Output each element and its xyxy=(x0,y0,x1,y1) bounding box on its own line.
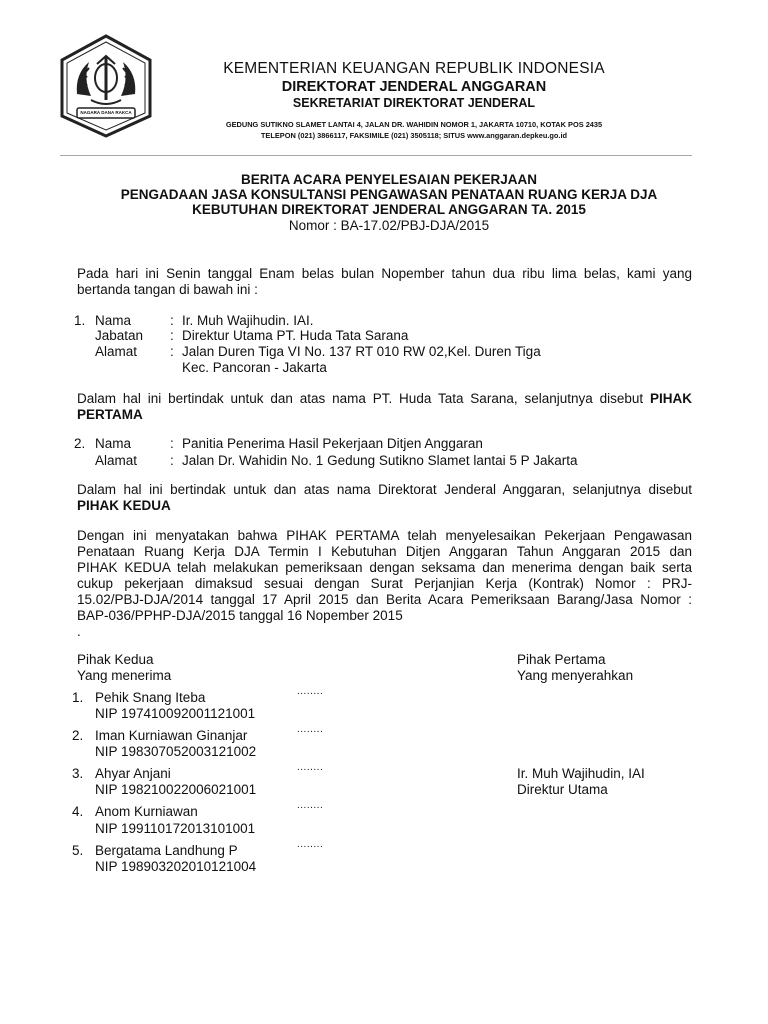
statement-paragraph xyxy=(77,528,692,640)
secretariat-name: SEKRETARIAT DIREKTORAT JENDERAL xyxy=(292,96,536,110)
signature-right-subtitle: Yang menyerahkan xyxy=(517,668,634,683)
member-name: Iman Kurniawan Ginanjar xyxy=(95,728,248,743)
ministry-name: KEMENTERIAN KEUANGAN REPUBLIK INDONESIA xyxy=(223,60,605,77)
member-number: 3. xyxy=(72,766,84,781)
opening-paragraph xyxy=(77,266,692,298)
party2-statement-line1: Dalam hal ini bertindak untuk dan atas nama Direktorat Jenderal Anggaran, selanjutnya disebut xyxy=(77,482,692,497)
party1-label-nama: Nama xyxy=(95,313,132,328)
statement-line-6: BAP-036/PPHP-DJA/2015 tanggal 16 Nopember 2015 xyxy=(77,608,403,623)
party1-statement xyxy=(77,391,692,423)
signature-line: ........ xyxy=(297,686,324,697)
directorate-name: DIREKTORAT JENDERAL ANGGARAN xyxy=(281,79,547,95)
member-number: 1. xyxy=(72,690,84,705)
signature-left-title: Pihak Kedua xyxy=(77,652,154,667)
member-number: 5. xyxy=(72,843,84,858)
party1-label-jabatan: Jabatan xyxy=(95,328,144,343)
member-number: 2. xyxy=(72,728,84,743)
signature-line: ........ xyxy=(297,724,324,735)
party1-colon-nama: : xyxy=(170,313,174,328)
logo-motto: NAGARA DANA RAKCA xyxy=(80,110,132,115)
statement-line-7: . xyxy=(77,624,81,639)
party1-alamat-line1: Jalan Duren Tiga VI No. 137 RT 010 RW 02,Kel. Duren Tiga xyxy=(182,344,541,359)
party2-colon-nama: : xyxy=(170,436,174,451)
signature-right-position: Direktur Utama xyxy=(517,782,608,797)
party1-statement-line1 xyxy=(77,391,692,407)
member-nip: NIP 197410092001121001 xyxy=(95,706,256,721)
office-address: GEDUNG SUTIKNO SLAMET LANTAI 4, JALAN DR. WAHIDIN NOMOR 1, JAKARTA 10710, KOTAK POS 2435 xyxy=(225,120,603,129)
statement-line-5: 15.02/PBJ-DJA/2014 tanggal 17 April 2015 dan Berita Acara Pemeriksaan Barang/Jasa Nomor : xyxy=(77,592,692,607)
document-subtitle-year: KEBUTUHAN DIREKTORAT JENDERAL ANGGARAN TA. 2015 xyxy=(192,202,586,217)
signature-right-title: Pihak Pertama xyxy=(517,652,606,667)
header-divider xyxy=(60,155,692,156)
document-number: Nomor : BA-17.02/PBJ-DJA/2015 xyxy=(288,218,490,233)
member-nip: NIP 198210022006021001 xyxy=(95,782,257,797)
ministry-logo xyxy=(57,34,155,138)
party2-designation: PIHAK KEDUA xyxy=(77,498,171,513)
party2-statement xyxy=(77,482,692,514)
statement-line-2: Penataan Ruang Kerja DJA Termin I Kebutuhan Ditjen Anggaran Tahun Anggaran 2015 dan xyxy=(77,544,692,559)
party2-label-nama: Nama xyxy=(95,436,132,451)
party2-number: 2. xyxy=(74,436,86,451)
party1-designation-part2: PERTAMA xyxy=(77,407,143,422)
party1-colon-jabatan: : xyxy=(170,328,174,343)
member-number: 4. xyxy=(72,804,84,819)
party1-alamat-line2: Kec. Pancoran - Jakarta xyxy=(182,360,327,375)
signature-line: ........ xyxy=(297,839,324,850)
signature-line: ........ xyxy=(297,800,324,811)
opening-line-1: Pada hari ini Senin tanggal Enam belas bulan Nopember tahun dua ribu lima belas, kami yang xyxy=(77,266,692,281)
party1-statement-text: Dalam hal ini bertindak untuk dan atas nama PT. Huda Tata Sarana, selanjutnya disebut xyxy=(77,391,644,406)
signature-left-subtitle: Yang menerima xyxy=(77,668,172,683)
member-name: Pehik Snang Iteba xyxy=(95,690,206,705)
opening-line-2: bertanda tangan di bawah ini : xyxy=(77,282,258,297)
ministry-emblem-icon xyxy=(57,34,155,138)
party1-number: 1. xyxy=(74,313,86,328)
party1-jabatan: Direktur Utama PT. Huda Tata Sarana xyxy=(182,328,409,343)
office-contact: TELEPON (021) 3866117, FAKSIMILE (021) 3505118; SITUS www.anggaran.depkeu.go.id xyxy=(260,131,568,140)
statement-line-1: Dengan ini menyatakan bahwa PIHAK PERTAMA telah menyelesaikan Pekerjaan Pengawasan xyxy=(77,528,692,543)
member-name: Ahyar Anjani xyxy=(95,766,171,781)
signature-right-name: Ir. Muh Wajihudin, IAI xyxy=(517,766,645,781)
document-title: BERITA ACARA PENYELESAIAN PEKERJAAN xyxy=(240,172,538,187)
party1-colon-alamat: : xyxy=(170,344,174,359)
statement-line-4: cukup pekerjaan dimaksud sesuai dengan Surat Perjanjian Kerja (Kontrak) Nomor : PRJ- xyxy=(77,576,692,591)
member-nip: NIP 199110172013101001 xyxy=(95,821,256,836)
member-nip: NIP 198903202010121004 xyxy=(95,859,257,874)
party1-label-alamat: Alamat xyxy=(95,344,138,359)
party1-nama: Ir. Muh Wajihudin. IAI. xyxy=(182,313,314,328)
party1-designation-part1: PIHAK xyxy=(649,391,692,406)
statement-line-3: PIHAK KEDUA telah melakukan pemeriksaan dengan seksama dan menerima dengan baik serta xyxy=(77,560,692,575)
party2-colon-alamat: : xyxy=(170,453,174,468)
document-subtitle: PENGADAAN JASA KONSULTANSI PENGAWASAN PENATAAN RUANG KERJA DJA xyxy=(120,187,658,202)
member-nip: NIP 198307052003121002 xyxy=(95,744,257,759)
member-name: Bergatama Landhung P xyxy=(95,843,238,858)
signature-line: ........ xyxy=(297,762,324,773)
member-name: Anom Kurniawan xyxy=(95,804,198,819)
party2-label-alamat: Alamat xyxy=(95,453,138,468)
party2-nama: Panitia Penerima Hasil Pekerjaan Ditjen Anggaran xyxy=(182,436,483,451)
party2-alamat: Jalan Dr. Wahidin No. 1 Gedung Sutikno Slamet lantai 5 P Jakarta xyxy=(182,453,578,468)
